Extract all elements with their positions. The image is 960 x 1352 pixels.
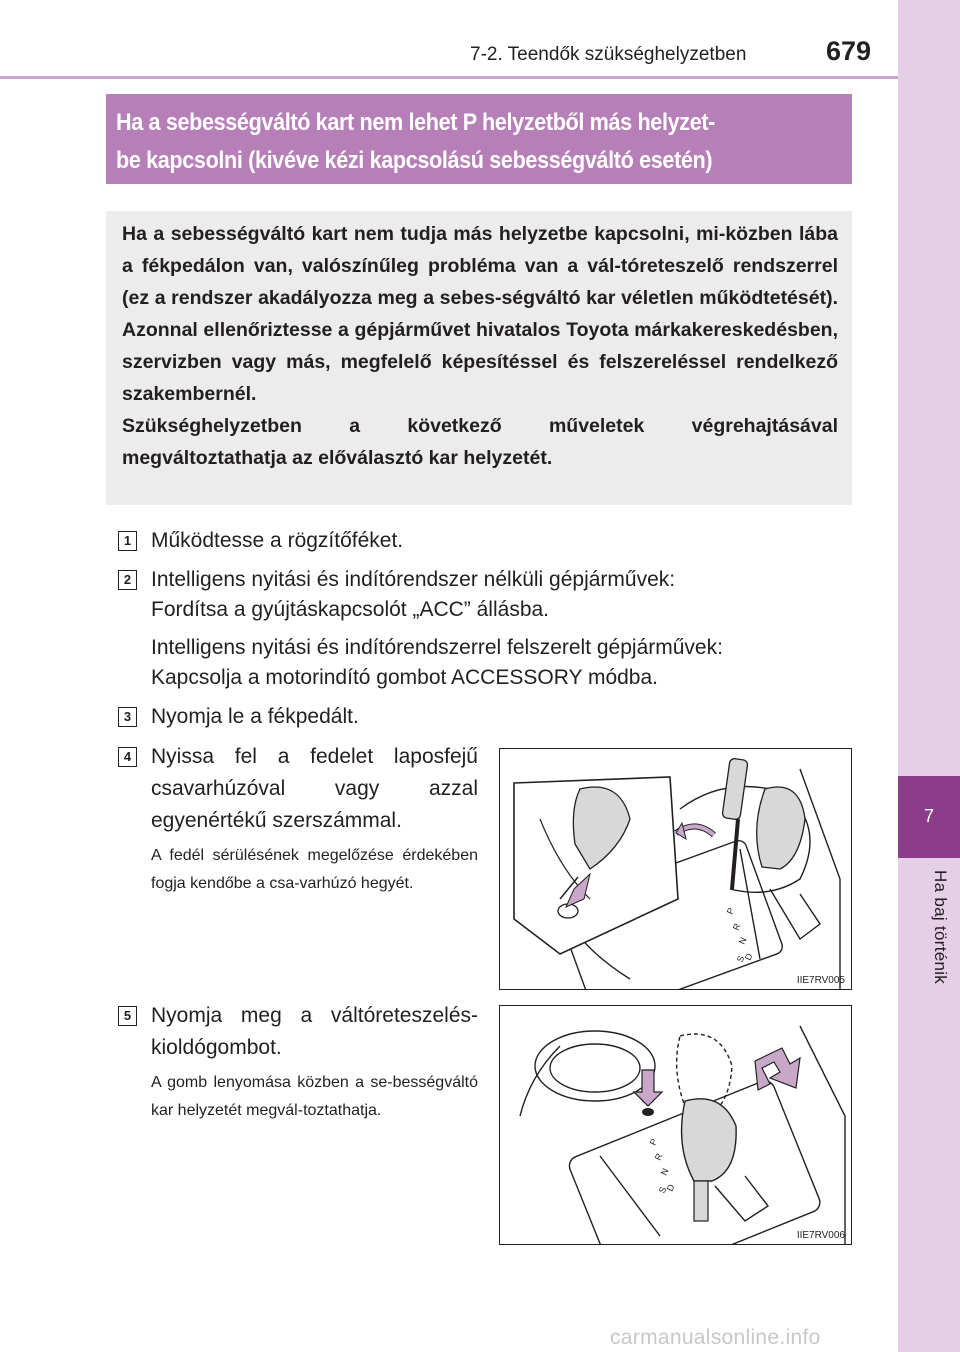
step-text-1: Működtesse a rögzítőféket.: [151, 529, 404, 552]
step-note-5: A gomb lenyomása közben a se-bességváltó kar helyzetét megvál-toztathatja.: [151, 1074, 478, 1119]
topic-title-line1: Ha a sebességváltó kart nem lehet P helyzetből más helyzet-: [116, 109, 716, 136]
illustration-code-1: IIE7RV005: [796, 975, 845, 986]
warning-paragraph-2: Szükséghelyzetben a következő műveletek végrehajtásával megváltoztathatja az előválasztó kar helyzetét.: [122, 415, 838, 469]
step-text-2b: Fordítsa a gyújtáskapcsolót „ACC” állásba.: [151, 598, 550, 621]
header-divider: [0, 76, 898, 79]
page-number: 679: [826, 36, 872, 66]
gear-label-d-2: D: [664, 1182, 677, 1193]
gear-label-r: R: [730, 921, 743, 932]
chapter-sidebar: [898, 0, 960, 1352]
step-number-2: 2: [118, 570, 137, 590]
gear-label-p-2: P: [647, 1137, 660, 1147]
gear-label-s-2: S: [656, 1185, 669, 1195]
gear-label-n-2: N: [658, 1166, 671, 1177]
step-number-1: 1: [118, 531, 137, 551]
step-number-5: 5: [118, 1006, 137, 1026]
step-text-3: Nyomja le a fékpedált.: [151, 705, 359, 728]
chapter-number: 7: [923, 806, 934, 826]
topic-title-line2: be kapcsolni (kivéve kézi kapcsolású sebességváltó esetén): [116, 147, 713, 174]
illustration-screwdriver: [499, 748, 852, 990]
gear-label-n: N: [736, 935, 749, 946]
gear-label-s: S: [734, 954, 747, 964]
step-text-4: Nyissa fel a fedelet laposfejű csavarhúzóval vagy azzal egyenértékű szerszámmal.: [151, 745, 478, 832]
watermark: carmanualsonline.info: [610, 1326, 821, 1349]
step-note-4: A fedél sérülésének megelőzése érdekében fogja kendőbe a csa-varhúzó hegyét.: [151, 847, 478, 892]
chapter-title: Ha baj történik: [931, 870, 950, 985]
step-text-2d: Kapcsolja a motorindító gombot ACCESSORY módba.: [151, 666, 658, 689]
section-title: 7-2. Teendők szükséghelyzetben: [470, 44, 747, 65]
screwdriver-drawing: [500, 749, 852, 990]
warning-paragraph-1: Ha a sebességváltó kart nem tudja más helyzetbe kapcsolni, mi-közben lába a fékpedálon van, valószínűleg probléma van a vál-tóreteszelő rendszerrel (ez a rendszer akadályozza meg a sebes-ségváltó kar véletlen működtetését). Azonnal ellenőriztesse a gépjárművet hivatalos Toyota márkakereskedésben, szervizben vagy más, megfelelő képesítéssel és felszereléssel rendelkező szakembernél.: [122, 223, 838, 405]
shift-lock-drawing: [500, 1006, 852, 1245]
step-text-2c: Intelligens nyitási és indítórendszerrel felszerelt gépjárművek:: [151, 636, 723, 659]
step-text-5: Nyomja meg a váltóreteszelés-kioldógombot.: [151, 1004, 478, 1059]
topic-title: [116, 104, 778, 180]
step-text-2a: Intelligens nyitási és indítórendszer nélküli gépjárművek:: [151, 568, 676, 591]
step-number-4: 4: [118, 747, 137, 767]
gear-label-p: P: [724, 906, 737, 916]
illustration-code-2: IIE7RV006: [796, 1230, 845, 1241]
gear-label-d: D: [742, 951, 755, 962]
gear-label-r-2: R: [652, 1151, 665, 1162]
step-number-3: 3: [118, 707, 137, 727]
warning-text: [122, 218, 838, 474]
illustration-shift-lock-release: [499, 1005, 852, 1245]
